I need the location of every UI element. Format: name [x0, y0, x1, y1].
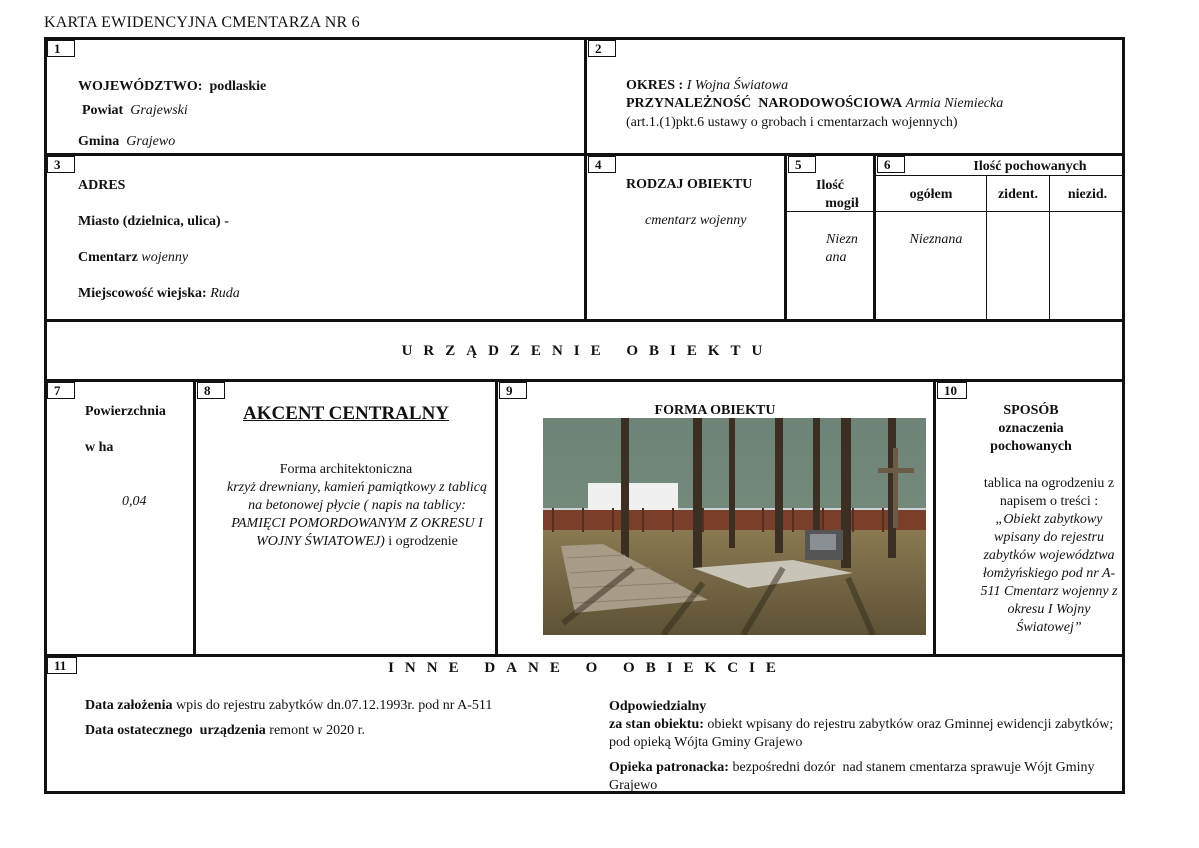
data-ostatecznego-label: Data ostatecznego urządzenia — [85, 723, 266, 738]
miejscowosc-label: Miejscowość wiejska: — [78, 286, 207, 301]
divider-col-mid — [584, 37, 587, 321]
rodzaj-obiektu-label: RODZAJ OBIEKTU — [626, 177, 753, 192]
gmina-value: Grajewo — [126, 134, 176, 149]
col-niezid: niezid. — [1067, 187, 1108, 202]
miejscowosc-row — [78, 285, 240, 303]
okres-value: I Wojna Światowa — [686, 78, 789, 93]
legal-basis: (art.1.(1)pkt.6 ustawy o grobach i cmentarzach wojennych) — [626, 115, 958, 130]
akcent-description-suffix: i ogrodzenie — [388, 534, 458, 549]
opieka-row — [609, 759, 1114, 795]
data-zalozenia-value: wpis do rejestru zabytków dn.07.12.1993r. pod nr A-511 — [175, 698, 493, 713]
sposob-quote: „Obiekt zabytkowy wpisany do rejestru zabytków województwa łomżyńskiego pod nr A-511 Cmentarz wojenny z okresu I Wojny Światowej” — [980, 512, 1118, 635]
wojewodztwo-row — [78, 78, 266, 96]
sposob-heading-3: pochowanych — [990, 439, 1072, 454]
urzadzenie-heading: URZĄDZENIE OBIEKTU — [401, 343, 774, 359]
powierzchnia-value: 0,04 — [122, 494, 147, 509]
ogolem-value: Nieznana — [909, 232, 963, 247]
adres-label: ADRES — [78, 178, 126, 193]
divider-row4 — [44, 654, 1125, 657]
data-zalozenia-row — [85, 697, 492, 715]
sposob-text: tablica na ogrodzeniu z napisem o treści : — [983, 476, 1115, 509]
divider-col5 — [784, 153, 787, 321]
wojewodztwo-value: podlaskie — [209, 79, 267, 94]
cemetery-photo — [543, 418, 926, 635]
ilosc-pochowanych-label: Ilość pochowanych — [973, 159, 1087, 174]
przynaleznosc-row — [626, 95, 1003, 113]
section-num-2: 2 — [588, 40, 616, 57]
gmina-label: Gmina — [78, 134, 120, 149]
section-num-6: 6 — [877, 156, 905, 173]
section-num-10: 10 — [937, 382, 967, 399]
w-ha-label: w ha — [85, 440, 114, 455]
ilosc-mogil-label-1: Ilość — [816, 178, 844, 193]
opieka-label: Opieka patronacka: — [609, 760, 729, 775]
opieka-value: bezpośredni dozór nad stanem cmentarza sprawuje Wójt Gminy Grajewo — [609, 760, 1099, 793]
cmentarz-value: wojenny — [141, 250, 189, 265]
section-num-7: 7 — [47, 382, 75, 399]
akcent-centralny-heading: AKCENT CENTRALNY — [242, 403, 450, 424]
cmentarz-label: Cmentarz — [78, 250, 138, 265]
przynaleznosc-value: Armia Niemiecka — [905, 96, 1004, 111]
data-ostatecznego-row — [85, 722, 365, 740]
ilosc-mogil-label-2: mogił — [825, 196, 859, 211]
data-ostatecznego-value: remont w 2020 r. — [269, 723, 365, 738]
section-num-8: 8 — [197, 382, 225, 399]
powierzchnia-label: Powierzchnia — [85, 404, 166, 419]
forma-obiektu-heading: FORMA OBIEKTU — [654, 403, 776, 418]
section-num-1: 1 — [47, 40, 75, 57]
section-num-5: 5 — [788, 156, 816, 173]
odpowiedzialny-row — [609, 716, 1114, 752]
ilosc-mogil-value-1: Niezn — [826, 232, 858, 247]
ilosc-mogil-value-2: ana — [825, 250, 847, 265]
akcent-description — [222, 479, 492, 551]
powiat-value: Grajewski — [130, 103, 188, 118]
data-zalozenia-label: Data założenia — [85, 698, 173, 713]
col-ogolem: ogółem — [909, 187, 953, 202]
col-zident: zident. — [997, 187, 1039, 202]
section-num-11: 11 — [47, 657, 77, 674]
powiat-label: Powiat — [82, 103, 124, 118]
miasto-label: Miasto (dzielnica, ulica) - — [78, 214, 229, 229]
rodzaj-obiektu-value: cmentarz wojenny — [645, 213, 747, 228]
section-num-9: 9 — [499, 382, 527, 399]
miejscowosc-value: Ruda — [210, 286, 240, 301]
gmina-row — [78, 133, 175, 151]
inne-dane-heading: INNE DANE O OBIEKCIE — [388, 660, 787, 676]
za-stan-obiektu-label: za stan obiektu: — [609, 717, 704, 732]
odpowiedzialny-value: obiekt wpisany do rejestru zabytków oraz Gminnej ewidencji zabytków; pod opieką Wójta Gminy Grajewo — [609, 717, 1114, 750]
okres-row — [626, 77, 788, 95]
powiat-row — [82, 102, 188, 120]
sposob-heading-1: SPOSÓB — [1003, 403, 1059, 418]
akcent-description-text: krzyż drewniany, kamień pamiątkowy z tablicą na betonowej płycie ( napis na tablicy: PAMIĘCI POMORDOWANYM Z OKRESU I WOJNY ŚWIATOWEJ) — [227, 480, 487, 549]
page-title: KARTA EWIDENCYJNA CMENTARZA NR 6 — [44, 14, 360, 31]
section-num-4: 4 — [588, 156, 616, 173]
sposob-heading-2: oznaczenia — [998, 421, 1064, 436]
wojewodztwo-label: WOJEWÓDZTWO: — [78, 79, 203, 94]
odpowiedzialny-label: Odpowiedzialny — [609, 699, 707, 714]
section-num-3: 3 — [47, 156, 75, 173]
cemetery-photo-icon — [543, 418, 926, 635]
forma-architektoniczna-label: Forma architektoniczna — [279, 462, 413, 477]
okres-label: OKRES : — [626, 78, 684, 93]
przynaleznosc-label: PRZYNALEŻNOŚĆ NARODOWOŚCIOWA — [626, 96, 903, 111]
cmentarz-row — [78, 249, 188, 267]
